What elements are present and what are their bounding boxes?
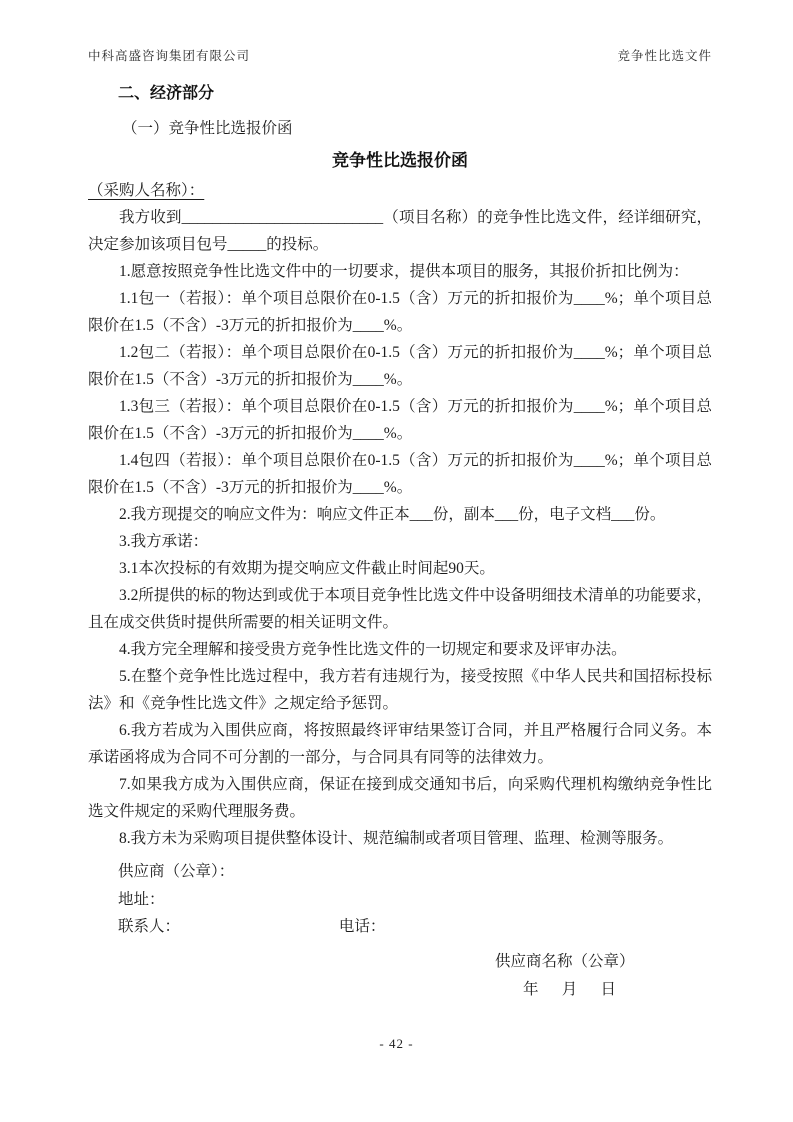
paragraph: 4.我方完全理解和接受贵方竞争性比选文件的一切规定和要求及评审办法。: [119, 641, 627, 658]
paragraph: 5.在整个竞争性比选过程中，我方若有违规行为，接受按照《中华人民共和国招标投标法》和《竞争性比选文件》之规定给予惩罚。: [88, 668, 712, 712]
supplier-name-seal-line: 供应商名称（公章）: [495, 953, 635, 970]
paragraph: 3.我方承诺：: [119, 533, 209, 550]
signature-supplier-seal: 供应商（公章）：: [118, 863, 235, 880]
header-doc-type: 竞争性比选文件: [617, 49, 712, 63]
signature-contact-label: 联系人：: [118, 918, 181, 935]
paragraph: 7.如果我方成为入围供应商，保证在接到成交通知书后，向采购代理机构缴纳竞争性比选文件规定的采购代理服务费。: [88, 776, 712, 820]
date-line: 年 月 日: [523, 981, 617, 998]
addressee-line: （采购人名称）：: [88, 182, 205, 199]
paragraph: 3.1本次投标的有效期为提交响应文件截止时间起90天。: [119, 560, 495, 577]
signature-block: [88, 858, 712, 941]
paragraph: 1.愿意按照竞争性比选文件中的一切要求，提供本项目的服务，其报价折扣比例为：: [119, 263, 689, 280]
page-header: [88, 46, 712, 64]
paragraph: 3.2所提供的标的物达到或优于本项目竞争性比选文件中设备明细技术清单的功能要求，且在成交供货时提供所需要的相关证明文件。: [88, 587, 712, 631]
paragraph: 1.3包三（若报）：单个项目总限价在0-1.5（含）万元的折扣报价为____%；单个项目总限价在1.5（不含）-3万元的折扣报价为____%。: [88, 398, 712, 442]
document-body: [88, 204, 712, 852]
signature-right-block: [495, 948, 635, 1004]
paragraph: 6.我方若成为入围供应商，将按照最终评审结果签订合同，并且严格履行合同义务。本承诺函将成为合同不可分割的一部分，与合同具有同等的法律效力。: [88, 722, 712, 766]
paragraph: 8.我方未为采购项目提供整体设计、规范编制或者项目管理、监理、检测等服务。: [119, 830, 674, 847]
signature-contact-row: [118, 913, 712, 941]
section-heading: 二、经济部分: [118, 85, 215, 102]
paragraph: 1.2包二（若报）：单个项目总限价在0-1.5（含）万元的折扣报价为____%；单个项目总限价在1.5（不含）-3万元的折扣报价为____%。: [88, 344, 712, 388]
paragraph: 我方收到__________________________（项目名称）的竞争性比选文件，经详细研究，决定参加该项目包号_____的投标。: [88, 209, 712, 253]
header-company-name: 中科高盛咨询集团有限公司: [88, 49, 251, 63]
subsection-heading: （一）竞争性比选报价函: [122, 120, 293, 137]
document-title: 竞争性比选报价函: [332, 151, 468, 170]
paragraph: 2.我方现提交的响应文件为：响应文件正本___份，副本___份，电子文档___份。: [119, 506, 666, 523]
paragraph: 1.4包四（若报）：单个项目总限价在0-1.5（含）万元的折扣报价为____%；单个项目总限价在1.5（不含）-3万元的折扣报价为____%。: [88, 452, 712, 496]
signature-phone-label: 电话：: [338, 918, 386, 935]
paragraph: 1.1包一（若报）：单个项目总限价在0-1.5（含）万元的折扣报价为____%；单个项目总限价在1.5（不含）-3万元的折扣报价为____%。: [88, 290, 712, 334]
signature-address: 地址：: [118, 890, 165, 908]
page-number: - 42 -: [379, 1036, 414, 1051]
